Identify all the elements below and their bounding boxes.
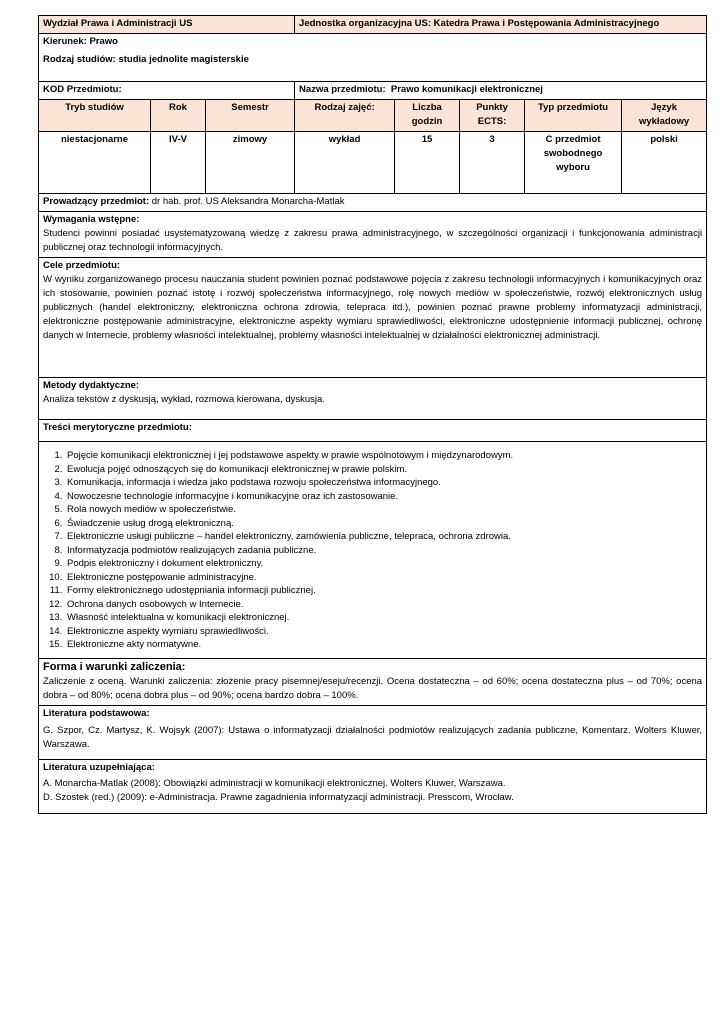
wymagania-text: Studenci powinni posiadać usystematyzowaną wiedzę z zakresu prawa administracyjnego, w szczególności organizacji i funkcjonowania administracji publicznej oraz technologii informacyjnych.: [43, 228, 703, 253]
syllabus-table: [38, 15, 707, 814]
list-item: 8. Informatyzacja podmiotów realizujących zadania publiczne.: [65, 544, 702, 558]
list-item: 3. Komunikacja, informacja i wiedza jako podstawa rozwoju społeczeństwa informacyjnego.: [65, 476, 702, 490]
metody-title: Metody dydaktyczne:: [43, 380, 140, 391]
nazwa-label: Nazwa przedmiotu:: [299, 84, 386, 95]
cele-text: W wyniku zorganizowanego procesu nauczania student powinien poznać podstawowe pojęcia z zakresu technologii informacyjnych i komunikacyjnych oraz ich stosowanie, powinien poznać istotę i rozwój społeczeństwa informacyjnego, rolę nowych mediów w społeczeństwie, rozwój elektronicznych usług publicznych (handel elektroniczny, elektroniczna ochrona zdrowia, telepraca itd.), powinien poznać prawne problemy informatyzacji administracji, elektroniczne postępowanie administracyjne, elektroniczne aspekty wymiaru sprawiedliwości, elektroniczne udostępnienie informacji publicznej, ochronę danych w Internecie, problemy własności intelektualnej, problemy własności intelektualnej w działalności elektronicznej administracji.: [43, 274, 703, 341]
nazwa-cell: [295, 82, 707, 100]
list-item: 4. Nowoczesne technologie informacyjne i komunikacyjne oraz ich zastosowanie.: [65, 490, 702, 504]
forma-title: Forma i warunki zaliczenia:: [43, 660, 186, 673]
col-rodzaj: Rodzaj zajęć:: [295, 100, 395, 132]
val-semestr: zimowy: [206, 132, 295, 194]
program-cell: [39, 34, 707, 82]
list-item: 10. Elektroniczne postępowanie administracyjne.: [65, 571, 702, 585]
list-item: 12. Ochrona danych osobowych w Internecie.: [65, 598, 702, 612]
wymagania-cell: [39, 212, 707, 258]
list-item: 11. Formy elektronicznego udostępniania informacji publicznej.: [65, 584, 702, 598]
col-ects: Punkty ECTS:: [460, 100, 525, 132]
val-typ: C przedmiot swobodnego wyboru: [525, 132, 622, 194]
prowadzacy-row: [39, 194, 707, 212]
syllabus-sheet: [38, 15, 706, 814]
forma-cell: [39, 658, 707, 705]
metody-row: [39, 378, 707, 420]
forma-text: Zaliczenie z oceną. Warunki zaliczenia: złożenie pracy pisemnej/eseju/recenzji. Ocena dostateczna – od 60%; ocena dostateczna plus – od 70%; ocena dobra – od 80%; ocena dobra plus – od 90%; ocena bardzo dobra – 100%.: [43, 675, 703, 701]
lit-uzup-title: Literatura uzupełniająca:: [43, 761, 155, 773]
list-item: 13. Własność intelektualna w komunikacji elektronicznej.: [65, 611, 702, 625]
faculty-cell: [39, 16, 295, 34]
col-jezyk: Język wykładowy: [622, 100, 707, 132]
wymagania-title: Wymagania wstępne:: [43, 214, 140, 225]
forma-row: [39, 658, 707, 705]
list-item: 14. Elektroniczne aspekty wymiaru sprawiedliwości.: [65, 625, 702, 639]
tresci-list: [43, 449, 702, 652]
col-liczba: Liczba godzin: [395, 100, 460, 132]
prowadzacy-value: dr hab. prof. US Aleksandra Monarcha-Matlak: [151, 196, 345, 207]
metody-text: Analiza tekstów z dyskusją, wykład, rozmowa kierowana, dyskusja.: [43, 394, 325, 405]
val-liczba: 15: [395, 132, 460, 194]
faculty-name: Wydział Prawa i Administracji US: [43, 18, 193, 29]
list-item: 1. Pojęcie komunikacji elektronicznej i jej podstawowe aspekty w prawie wspólnotowym i międzynarodowym.: [65, 449, 702, 463]
details-value-row: [39, 132, 707, 194]
list-item: 5. Rola nowych mediów w społeczeństwie.: [65, 503, 702, 517]
tresci-title-row: [39, 420, 707, 442]
metody-cell: [39, 378, 707, 420]
tresci-title-cell: [39, 420, 707, 442]
lit-uzup-cell: [39, 759, 707, 813]
val-rok: IV-V: [151, 132, 206, 194]
unit-cell: [295, 16, 707, 34]
lit-podst-title: Literatura podstawowa:: [43, 707, 150, 719]
lit-podst-row: [39, 705, 707, 759]
col-typ: Typ przedmiotu: [525, 100, 622, 132]
lit-podst-text: G. Szpor, Cz. Martysz, K. Wojsyk (2007): Ustawa o informatyzacji działalności podmiotów realizujących zadania publiczne, Komentarz. Wolters Kluwer, Warszawa.: [43, 724, 703, 750]
details-header-row: [39, 100, 707, 132]
course-row: [39, 82, 707, 100]
program-row: [39, 34, 707, 82]
lit-uzup-item: D. Szostek (red.) (2009): e-Administracja. Prawne zagadnienia informatyzacji administracji. Presscom, Wrocław.: [43, 791, 514, 803]
kod-cell: [39, 82, 295, 100]
lit-podst-cell: [39, 705, 707, 759]
cele-row: [39, 258, 707, 378]
list-item: 2. Ewolucja pojęć odnoszących się do komunikacji elektronicznej w prawie polskim.: [65, 463, 702, 477]
kierunek: Kierunek: Prawo: [43, 36, 118, 47]
list-item: 7. Elektroniczne usługi publiczne – handel elektroniczny, zamówienia publiczne, telepraca, ochrona zdrowia.: [65, 530, 702, 544]
col-tryb: Tryb studiów: [39, 100, 151, 132]
tresci-list-row: [39, 442, 707, 659]
prowadzacy-label: Prowadzący przedmiot:: [43, 196, 150, 207]
val-rodzaj: wykład: [295, 132, 395, 194]
cele-cell: [39, 258, 707, 378]
list-item: 9. Podpis elektroniczny i dokument elektroniczny.: [65, 557, 702, 571]
val-ects: 3: [460, 132, 525, 194]
lit-uzup-item: A. Monarcha-Matlak (2008): Obowiązki administracji w komunikacji elektronicznej. Wolters Kluwer, Warszawa.: [43, 777, 506, 789]
cele-title: Cele przedmiotu:: [43, 260, 121, 271]
tresci-list-cell: [39, 442, 707, 659]
col-semestr: Semestr: [206, 100, 295, 132]
list-item: 6. Świadczenie usług drogą elektroniczną.: [65, 517, 702, 531]
prowadzacy-cell: [39, 194, 707, 212]
rodzaj-studiow: Rodzaj studiów: studia jednolite magisterskie: [43, 54, 249, 65]
col-rok: Rok: [151, 100, 206, 132]
list-item: 15. Elektroniczne akty normatywne.: [65, 638, 702, 652]
header-row: [39, 16, 707, 34]
unit-name: Jednostka organizacyjna US: Katedra Prawa i Postępowania Administracyjnego: [299, 18, 660, 29]
val-jezyk: polski: [622, 132, 707, 194]
wymagania-row: [39, 212, 707, 258]
val-tryb: niestacjonarne: [39, 132, 151, 194]
tresci-title: Treści merytoryczne przedmiotu:: [43, 422, 192, 433]
nazwa-value: Prawo komunikacji elektronicznej: [390, 84, 543, 95]
kod-label: KOD Przedmiotu:: [43, 84, 122, 95]
lit-uzup-row: [39, 759, 707, 813]
